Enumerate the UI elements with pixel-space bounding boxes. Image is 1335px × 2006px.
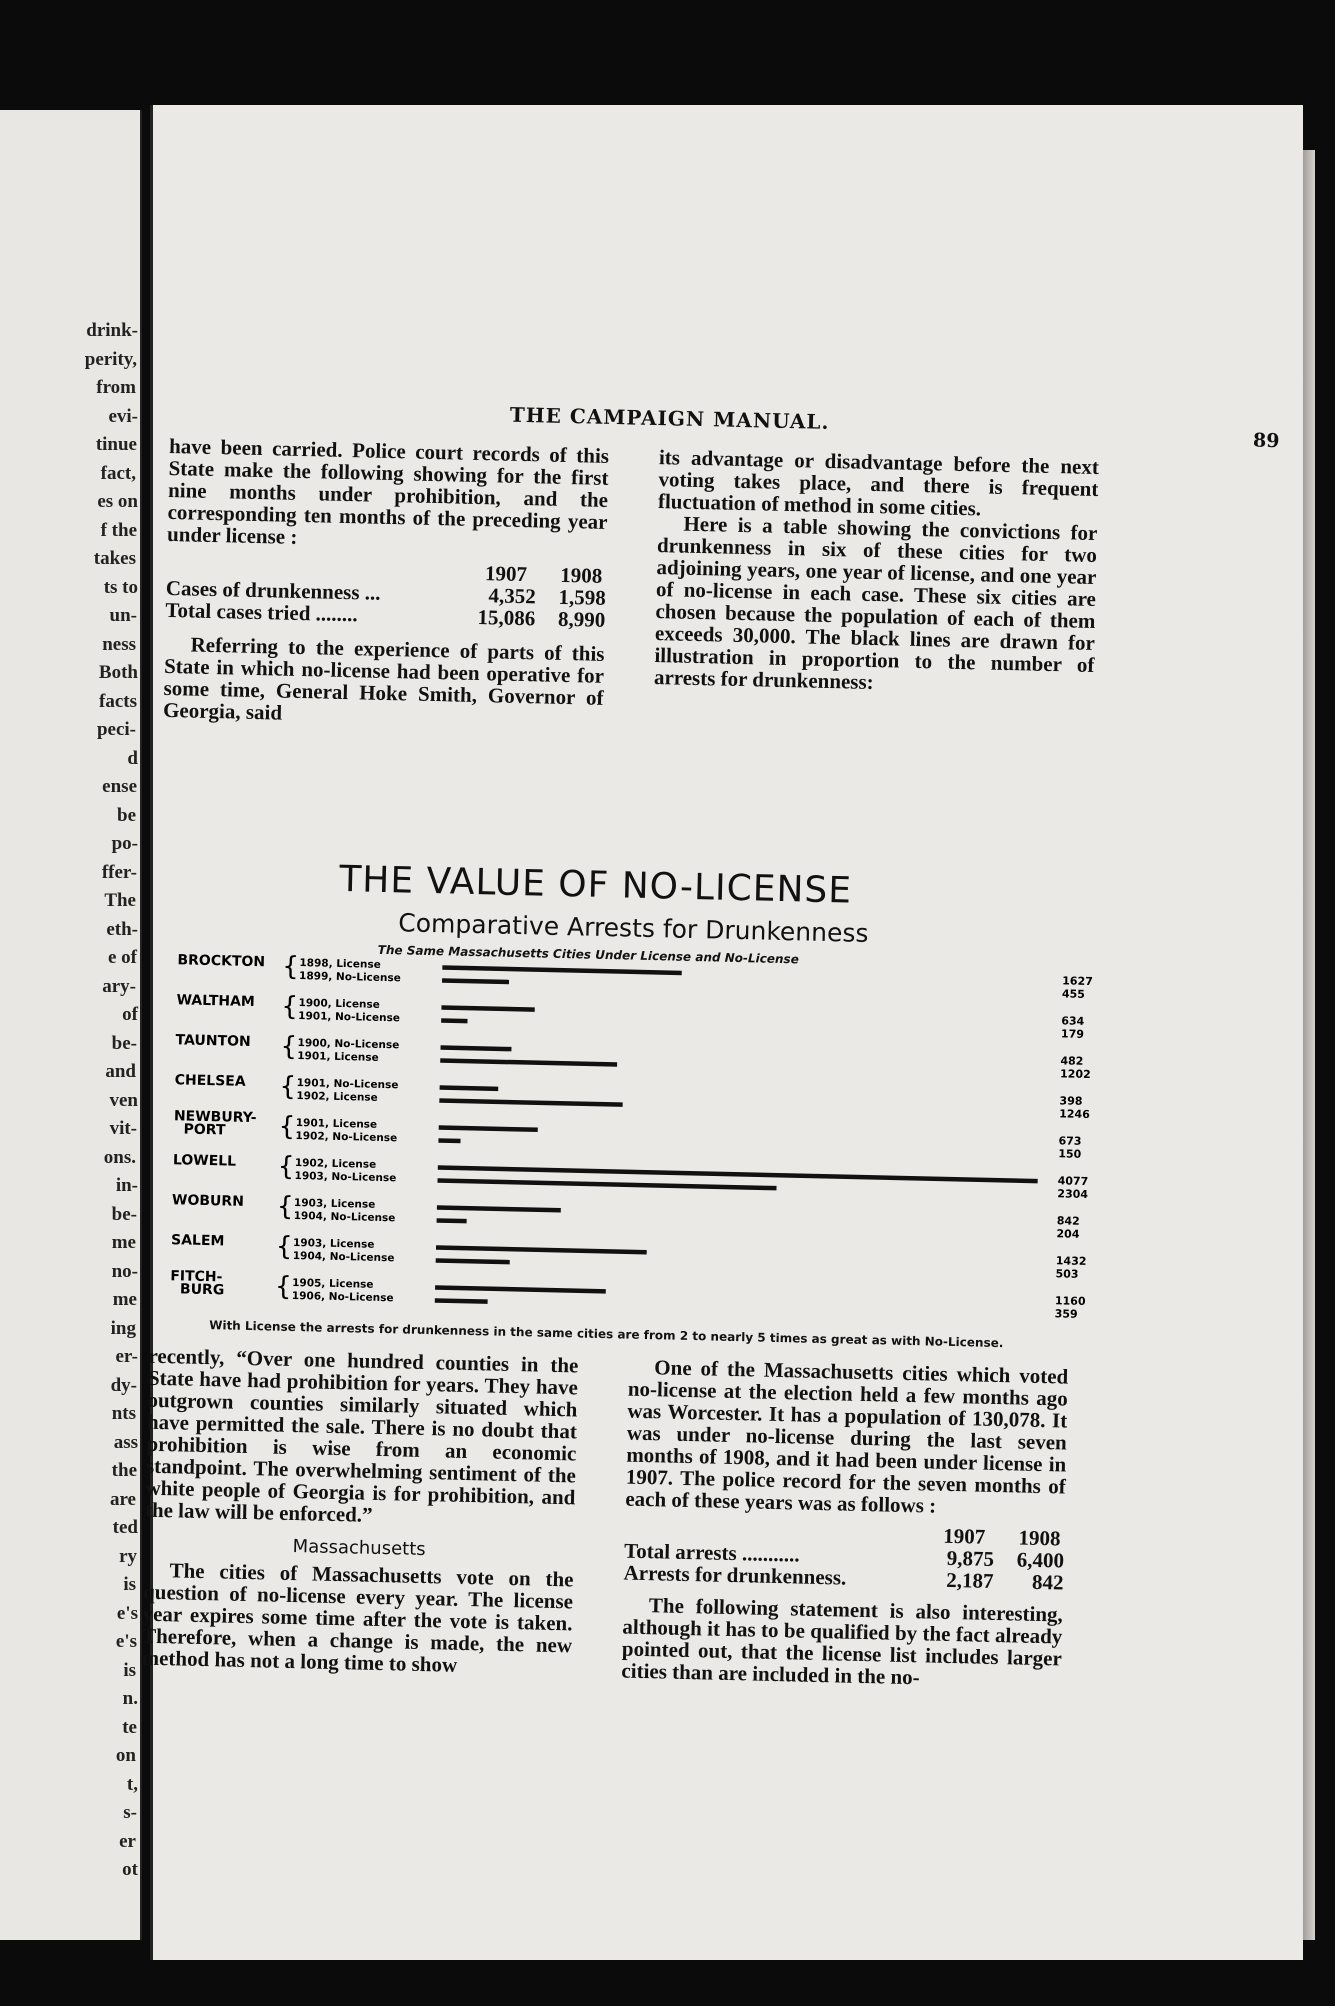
page-content xyxy=(137,275,1283,1900)
city-label: FITCH- xyxy=(170,1268,223,1286)
facing-page-text-fragment: dy- xyxy=(110,1374,137,1396)
column-right-bottom xyxy=(621,1356,1068,1692)
facing-page-text-fragment: n. xyxy=(122,1688,138,1709)
facing-page-text-fragment: vit- xyxy=(109,1118,137,1139)
facing-page-text-fragment: fact, xyxy=(100,462,136,484)
facing-page-text-fragment: be- xyxy=(111,1032,137,1054)
brace-mark: { xyxy=(279,1071,297,1102)
year-header: 1908 xyxy=(1018,1525,1061,1551)
stats-value: 842 xyxy=(1031,1569,1064,1595)
stats-value: 9,875 xyxy=(946,1545,995,1571)
chart-title: THE VALUE OF NO-LICENSE xyxy=(338,858,853,912)
paragraph: The cities of Massachusetts vote on the question of no-license every year. The license year expires some time after the vote is taken. Therefore, when a change is made, the new method has not a long time to show xyxy=(141,1558,574,1677)
paragraph: The following statement is also interesting, although it has to be qualified by the fact already pointed out, that the license list includes larger cities than are included in the no- xyxy=(621,1593,1064,1690)
facing-page-text-fragment: ness xyxy=(102,633,136,655)
facing-page-text-fragment: drink- xyxy=(86,320,138,341)
brace-mark: { xyxy=(281,991,299,1023)
city-label: TAUNTON xyxy=(175,1032,251,1050)
brace-mark: { xyxy=(277,1151,295,1182)
facing-page-text-fragment: of xyxy=(122,1004,138,1025)
brace-mark: { xyxy=(281,951,300,983)
year-label: 1906, No-License xyxy=(291,1289,394,1305)
column-right-top xyxy=(654,446,1099,698)
stats-label: Arrests for drunkenness. xyxy=(623,1560,847,1590)
arrest-bar xyxy=(439,1125,538,1132)
facing-page-text-fragment: er- xyxy=(115,1346,138,1367)
stats-value: 2,187 xyxy=(946,1567,994,1593)
facing-page-text-fragment: are xyxy=(109,1488,136,1510)
facing-page-text-fragment: perity, xyxy=(84,348,137,370)
year-label: 1900, No-License xyxy=(297,1037,400,1052)
city-label: CHELSEA xyxy=(174,1072,246,1090)
arrest-bar xyxy=(440,1058,617,1067)
bar-value-label: 1160 xyxy=(1054,1294,1086,1308)
facing-page-text-fragment: ven xyxy=(109,1089,138,1111)
facing-page-text-fragment: eth- xyxy=(106,918,138,940)
page-number: 89 xyxy=(1252,429,1280,453)
brace-mark: { xyxy=(280,1031,298,1063)
year-label: 1900, License xyxy=(298,997,380,1011)
facing-page-text-fragment: in- xyxy=(115,1175,138,1196)
facing-page-text-fragment: on xyxy=(115,1745,136,1766)
arrest-bar xyxy=(438,1138,460,1143)
facing-page-text-fragment: me xyxy=(112,1289,137,1310)
chart-subtitle: Comparative Arrests for Drunkenness xyxy=(398,908,869,948)
arrest-bar xyxy=(441,1005,534,1012)
arrest-bar xyxy=(442,978,509,984)
stats-value: 1,598 xyxy=(558,584,607,610)
facing-page-text-fragment: ense xyxy=(102,776,137,797)
bar-value-label: 398 xyxy=(1059,1094,1083,1108)
facing-page-text-fragment: f the xyxy=(100,519,137,541)
year-header: 1907 xyxy=(484,561,528,587)
stats-table-georgia xyxy=(165,555,606,631)
year-label: 1898, License xyxy=(299,957,381,971)
bar-value-label: 1627 xyxy=(1062,974,1093,989)
stats-value: 8,990 xyxy=(557,606,606,632)
facing-page-edge xyxy=(0,110,142,1940)
bar-value-label: 150 xyxy=(1058,1147,1082,1161)
bar-value-label: 503 xyxy=(1055,1267,1079,1281)
arrests-bar-chart xyxy=(149,950,1157,1343)
bar-value-label: 455 xyxy=(1061,987,1086,1001)
bar-value-label: 842 xyxy=(1056,1214,1080,1228)
facing-page-text-fragment: ffer- xyxy=(101,861,137,883)
stats-value: 4,352 xyxy=(488,583,537,609)
arrest-bar xyxy=(435,1285,606,1293)
facing-page-text-fragment: ot xyxy=(122,1859,138,1880)
section-heading: Massachusetts xyxy=(292,1536,426,1561)
facing-page-text-fragment: and xyxy=(105,1061,136,1082)
brace-mark: { xyxy=(278,1111,296,1142)
arrest-bar xyxy=(441,1018,467,1023)
city-label: BURG xyxy=(179,1281,225,1299)
arrest-bar xyxy=(436,1258,510,1264)
arrest-bar xyxy=(436,1245,647,1254)
brace-mark: { xyxy=(275,1231,293,1262)
brace-mark: { xyxy=(274,1271,292,1302)
bar-value-label: 1202 xyxy=(1059,1067,1091,1082)
bar-value-label: 204 xyxy=(1056,1227,1080,1241)
chart-note: The Same Massachusetts Cities Under License and No-License xyxy=(377,942,799,967)
facing-page-text-fragment: from xyxy=(96,377,136,398)
column-left-bottom xyxy=(141,1345,578,1679)
arrest-bar xyxy=(442,965,681,975)
bar-value-label: 4077 xyxy=(1057,1174,1089,1188)
year-label: 1902, License xyxy=(294,1156,377,1171)
facing-page-text-fragment: the xyxy=(111,1460,137,1481)
city-label: SALEM xyxy=(170,1232,225,1250)
chart-footnote: With License the arrests for drunkenness in the same cities are from 2 to nearly 5 times as great as with No-License. xyxy=(209,1318,1004,1351)
year-label: 1902, License xyxy=(296,1090,378,1104)
stats-value: 15,086 xyxy=(477,605,536,631)
year-label: 1905, License xyxy=(292,1276,374,1291)
facing-page-text-fragment: e's xyxy=(116,1602,138,1624)
facing-page-text-fragment: ass xyxy=(113,1431,138,1453)
facing-page-text-fragment: be xyxy=(117,804,136,826)
year-label: 1904, No-License xyxy=(292,1249,395,1265)
facing-page-text-fragment: be- xyxy=(111,1203,137,1225)
bar-value-label: 1246 xyxy=(1059,1107,1090,1122)
facing-page-text-fragment: un- xyxy=(109,605,137,626)
facing-page-text-fragment: facts xyxy=(99,690,137,712)
paragraph: its advantage or disadvantage before the next voting takes place, and there is frequent fluctuation of method in some cities. xyxy=(657,445,1100,521)
arrest-bar xyxy=(440,1045,511,1051)
city-label: PORT xyxy=(183,1121,226,1139)
year-label: 1903, License xyxy=(293,1196,376,1211)
facing-page-text-fragment: po- xyxy=(111,833,138,854)
paragraph: One of the Massachusetts cities which voted no-license at the election held a few months ago was Worcester. It has a population of 130,078. It was under no-license during the last seven months of 1908, and it had been under license in 1907. The police record for the seven months of each of these years was as follows : xyxy=(625,1355,1069,1518)
facing-page-text-fragment: er xyxy=(119,1830,136,1852)
paragraph: have been carried. Police court records of this State make the following showing for the first nine months under prohibition, and the corresponding ten months of the preceding year under license : xyxy=(166,433,610,549)
stats-value: 6,400 xyxy=(1016,1547,1065,1573)
stats-label: Cases of drunkenness ... xyxy=(165,575,381,605)
facing-page-text-fragment: peci- xyxy=(96,719,136,740)
bar-value-label: 1432 xyxy=(1055,1254,1087,1268)
arrest-bar xyxy=(437,1205,561,1212)
facing-page-text-fragment: d xyxy=(127,747,138,769)
facing-page-text-fragment: ted xyxy=(112,1517,138,1538)
facing-page-text-fragment: Both xyxy=(98,662,138,683)
arrest-bar xyxy=(440,1085,499,1091)
running-head-title: THE CAMPAIGN MANUAL. xyxy=(509,402,830,434)
bar-value-label: 179 xyxy=(1060,1027,1085,1041)
paragraph: Referring to the experience of parts of this State in which no-license had been operative for some time, General Hoke Smith, Governor of Georgia, said xyxy=(162,632,605,725)
city-label: WALTHAM xyxy=(176,992,256,1011)
facing-page-text-fragment: nts xyxy=(111,1403,136,1424)
year-label: 1901, License xyxy=(295,1117,378,1131)
bar-value-label: 359 xyxy=(1054,1307,1078,1321)
facing-page-text-fragment: ry xyxy=(119,1545,137,1567)
year-label: 1899, No-License xyxy=(298,970,401,985)
year-label: 1901, No-License xyxy=(296,1077,399,1092)
facing-page-text-fragment: es on xyxy=(97,491,138,512)
year-label: 1904, No-License xyxy=(293,1209,396,1225)
facing-page-text-fragment: e's xyxy=(115,1631,137,1652)
paragraph: Here is a table showing the convictions for drunkenness in six of these cities for two adjoining years, one year of license, and one year of no-license in each case. These six cities are chosen because the population of each of them exceeds 30,000. The black lines are drawn for illustration in proportion to the number of arrests for drunkenness: xyxy=(653,511,1098,694)
city-label: NEWBURY- xyxy=(173,1108,257,1127)
facing-page-text-fragment: ing xyxy=(110,1317,136,1339)
stats-label: Total cases tried ........ xyxy=(165,597,358,627)
facing-page-text-fragment: te xyxy=(122,1716,137,1738)
facing-page-text-fragment: t, xyxy=(126,1773,138,1795)
facing-page-text-fragment: takes xyxy=(93,548,136,569)
arrest-bar xyxy=(439,1098,622,1107)
arrest-bar xyxy=(437,1218,467,1223)
paragraph: recently, “Over one hundred counties in the State have had prohibition for years. They have outgrown counties similarly situated which have permitted the sale. There is no doubt that prohibition is wise from an economic standpoint. The overwhelming sentiment of the white people of Georgia is for prohibition, and the law will be enforced.” xyxy=(144,1343,579,1527)
book-page xyxy=(141,105,1303,1960)
city-label: WOBURN xyxy=(171,1192,245,1210)
year-label: 1903, No-License xyxy=(294,1169,397,1185)
facing-page-text-fragment: is xyxy=(123,1659,136,1681)
stats-table-worcester xyxy=(623,1518,1064,1594)
facing-page-text-fragment: s- xyxy=(123,1802,137,1823)
year-label: 1901, No-License xyxy=(298,1010,401,1025)
brace-mark: { xyxy=(276,1191,294,1222)
facing-page-text-fragment: is xyxy=(123,1574,136,1595)
facing-page-text-fragment: ons. xyxy=(103,1146,136,1168)
city-label: LOWELL xyxy=(172,1152,237,1170)
arrest-bar xyxy=(437,1178,776,1190)
year-label: 1903, License xyxy=(292,1236,375,1251)
year-label: 1902, No-License xyxy=(295,1130,398,1145)
bar-value-label: 634 xyxy=(1061,1014,1085,1028)
column-left-top xyxy=(163,435,609,731)
year-header: 1908 xyxy=(560,562,603,588)
stats-label: Total arrests ........... xyxy=(623,1538,800,1567)
facing-page-text-fragment: ary- xyxy=(102,975,136,997)
facing-page-text-fragment: evi- xyxy=(108,405,138,427)
facing-page-text-fragment: no- xyxy=(111,1260,138,1282)
bar-value-label: 482 xyxy=(1060,1054,1084,1068)
facing-page-text-fragment: e of xyxy=(107,947,137,968)
year-label: 1901, License xyxy=(297,1050,379,1064)
arrest-bar xyxy=(435,1298,488,1304)
year-header: 1907 xyxy=(943,1523,986,1549)
bar-value-label: 673 xyxy=(1058,1134,1082,1148)
facing-page-text-fragment: ts to xyxy=(103,576,138,598)
bar-value-label: 2304 xyxy=(1057,1187,1089,1201)
facing-page-text-fragment: tinue xyxy=(95,434,137,455)
facing-page-text-fragment: The xyxy=(104,890,136,911)
facing-page-text-fragment: me xyxy=(111,1232,136,1253)
city-label: BROCKTON xyxy=(177,952,266,971)
